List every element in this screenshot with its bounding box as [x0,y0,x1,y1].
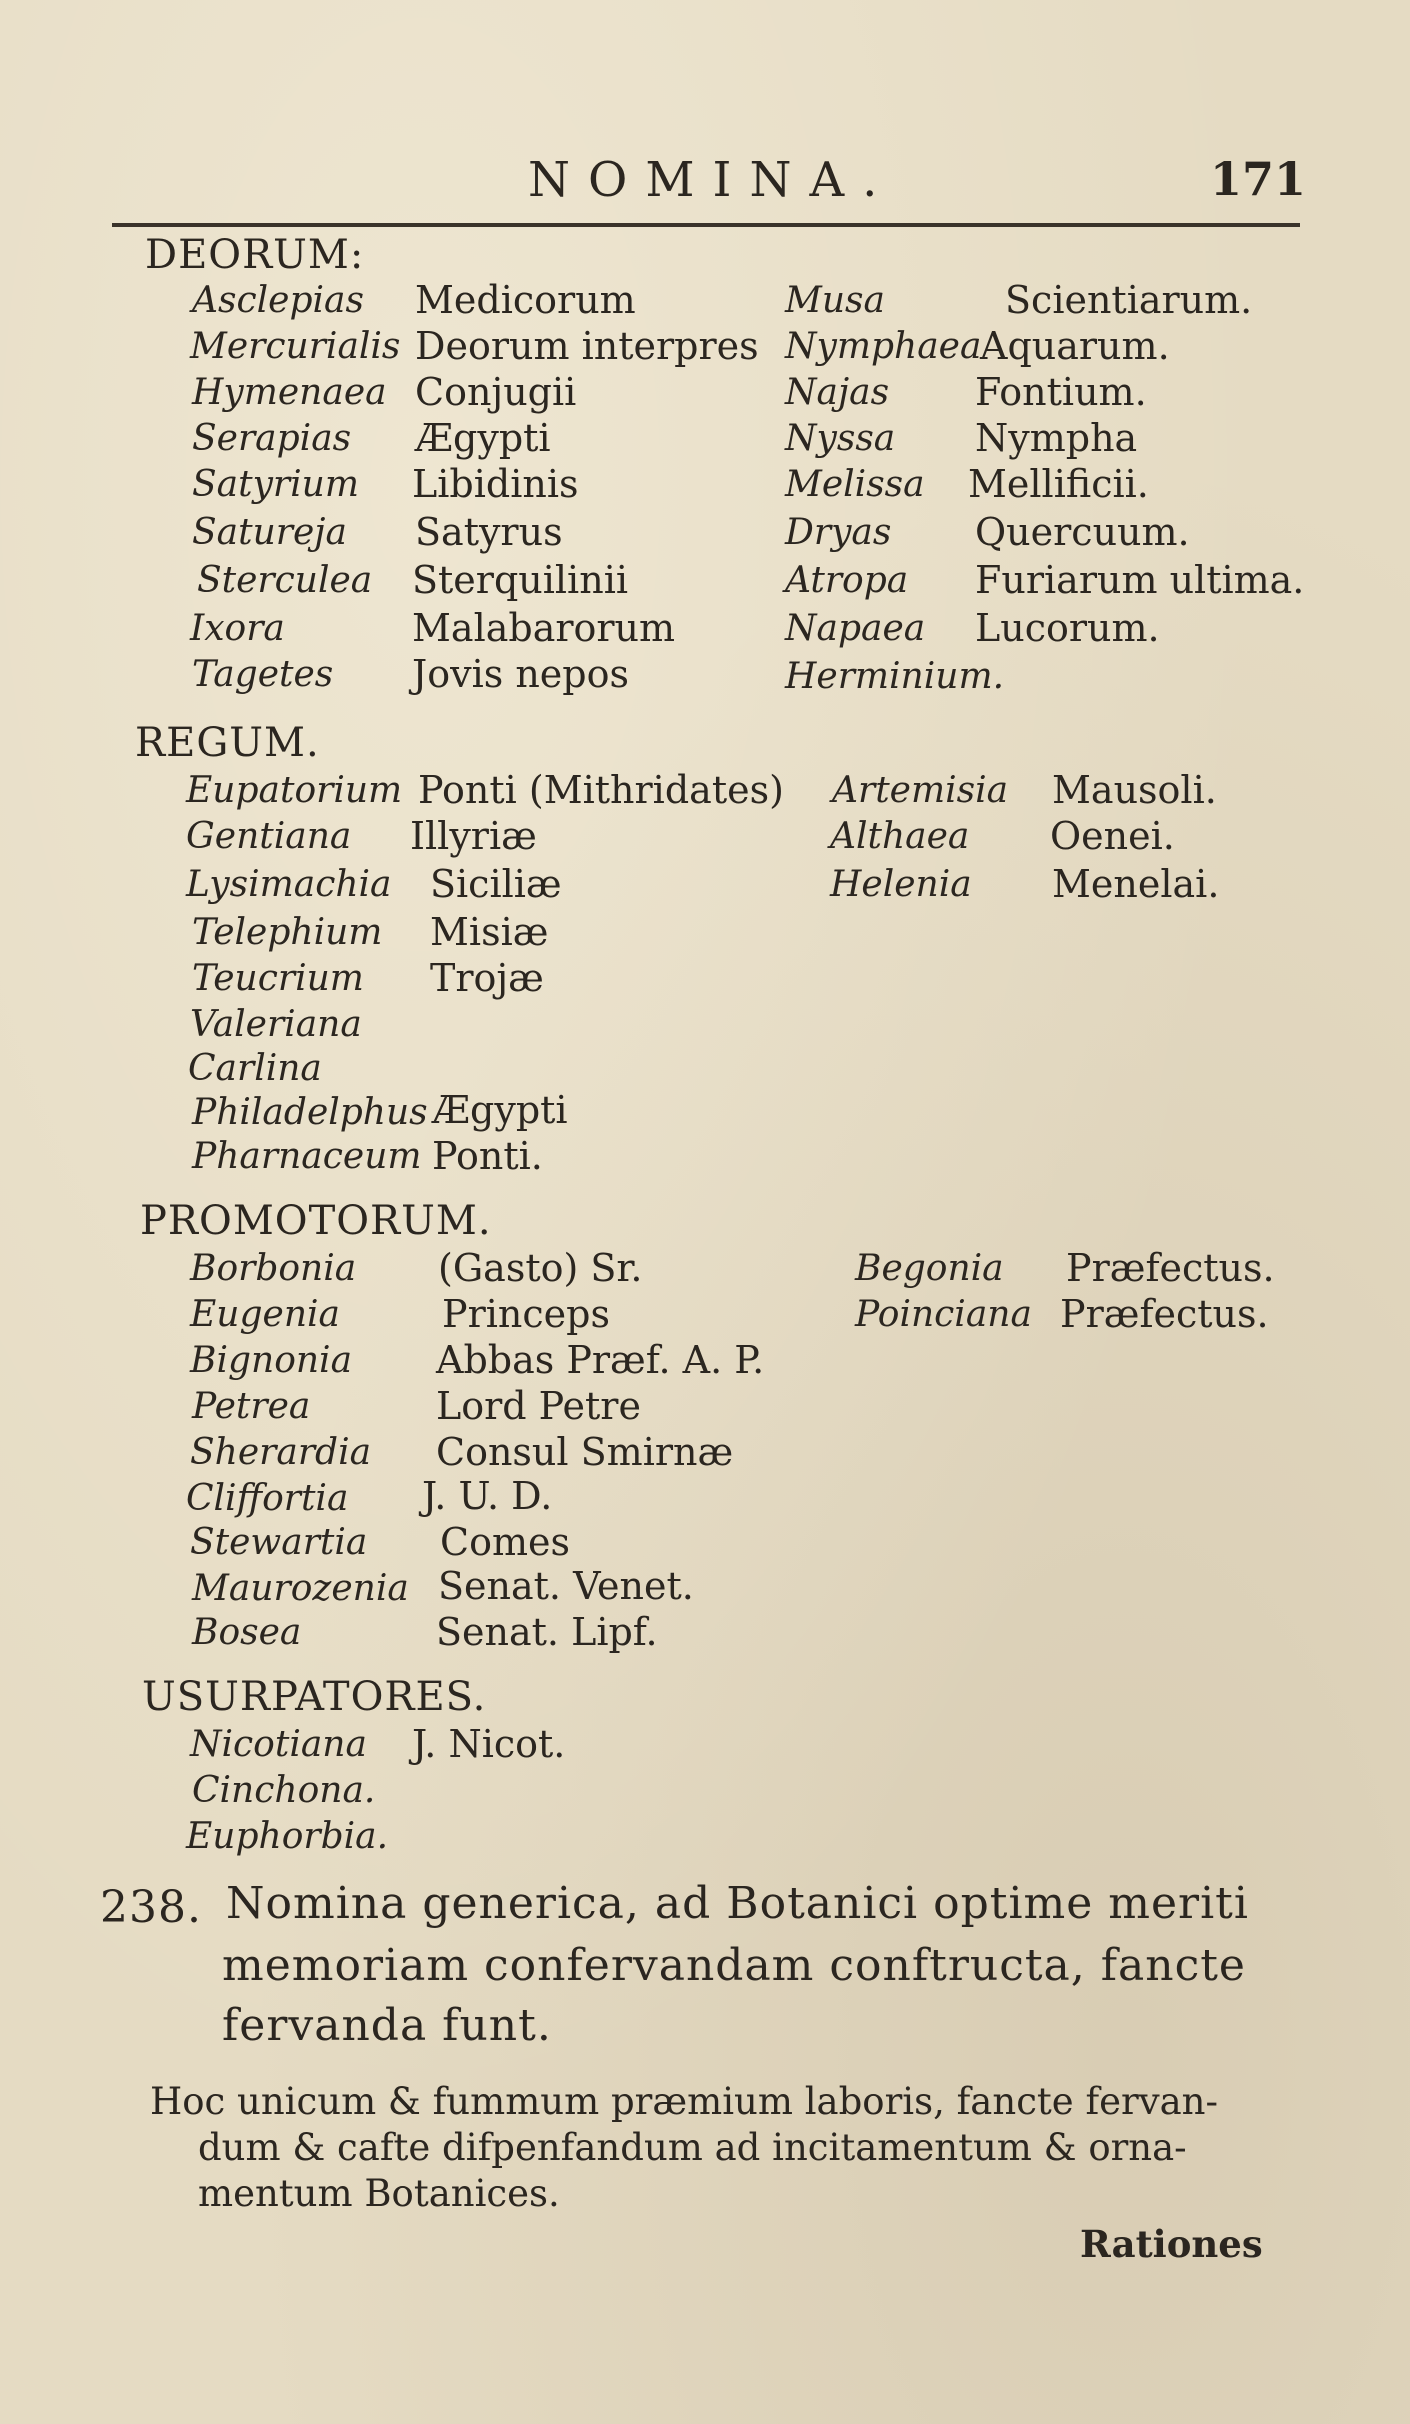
honor-text: Ægypti [415,416,551,460]
honor-text: Mausoli. [1052,768,1217,812]
paragraph-line: memoriam confervandam conftructa, fancte [222,1940,1246,1991]
honor-text: (Gasto) Sr. [438,1246,643,1290]
honor-text: Præfectus. [1060,1292,1269,1336]
honor-text: Princeps [442,1292,610,1336]
genus-name: Sterculea [197,560,373,601]
page-header-title: NOMINA. [528,152,896,208]
genus-name: Satureja [192,512,347,553]
paragraph-line: fervanda funt. [222,2000,552,2051]
honor-text: J. Nicot. [412,1722,566,1766]
honor-text: J. U. D. [422,1474,553,1518]
genus-name: Petrea [192,1386,311,1427]
genus-name: Valeriana [190,1004,362,1045]
section-heading-deorum: DEORUM: [145,232,365,278]
honor-text: Senat. Venet. [438,1564,694,1608]
genus-name: Herminium. [785,656,1005,697]
honor-text: Scientiarum. [1005,278,1253,322]
genus-name: Bignonia [190,1340,353,1381]
honor-text: Mellificii. [968,462,1149,506]
genus-name: Sherardia [190,1432,372,1473]
genus-name: Ixora [190,608,285,649]
honor-text: Siciliæ [430,862,562,906]
honor-text: Sterquilinii [412,558,628,602]
genus-name: Gentiana [186,816,352,857]
honor-text: Ponti. [432,1134,543,1178]
genus-name: Teucrium [192,958,364,999]
genus-name: Bosea [192,1612,302,1653]
genus-name: Eugenia [190,1294,340,1335]
genus-name: Eupatorium [186,770,403,811]
honor-text: Deorum interpres [415,324,759,368]
genus-name: Maurozenia [192,1568,409,1609]
honor-text: Medicorum [415,278,636,322]
honor-text: Senat. Lipf. [436,1610,658,1654]
genus-name: Nyssa [785,418,896,459]
page-number: 171 [1210,152,1307,206]
genus-name: Mercurialis [190,326,401,367]
genus-name: Dryas [785,512,892,553]
genus-name: Poinciana [855,1294,1032,1335]
genus-name: Begonia [855,1248,1004,1289]
paragraph-number: 238. [100,1882,202,1933]
genus-name: Helenia [830,864,972,905]
section-heading-promotorum: PROMOTORUM. [140,1198,492,1244]
genus-name: Borbonia [190,1248,357,1289]
genus-name: Hymenaea [192,372,387,413]
honor-text: Ægypti [432,1088,568,1132]
honor-text: Abbas Præf. A. P. [436,1338,765,1382]
genus-name: Carlina [188,1048,322,1089]
honor-text: Satyrus [415,510,563,554]
genus-name: Najas [785,372,890,413]
honor-text: Lucorum. [975,606,1160,650]
genus-name: Cinchona. [192,1770,376,1811]
honor-text: Jovis nepos [412,652,629,696]
honor-text: Illyriæ [410,814,537,858]
catchword: Rationes [1080,2222,1263,2266]
genus-name: Telephium [192,912,383,953]
honor-text: Furiarum ultima. [975,558,1305,602]
genus-name: Serapias [192,418,352,459]
honor-text: Præfectus. [1066,1246,1275,1290]
genus-name: Philadelphus [192,1092,428,1133]
honor-text: Consul Smirnæ [436,1430,734,1474]
genus-name: Pharnaceum [192,1136,422,1177]
genus-name: Musa [785,280,885,321]
header-rule [112,223,1300,227]
honor-text: Libidinis [412,462,579,506]
genus-name: Napaea [785,608,926,649]
note-line: dum & cafte difpenfandum ad incitamentum & orna- [198,2126,1187,2169]
genus-name: Lysimachia [186,864,392,905]
honor-text: Oenei. [1050,814,1175,858]
genus-name: Melissa [785,464,925,505]
genus-name: Asclepias [192,280,364,321]
genus-name: Artemisia [832,770,1009,811]
genus-name: Satyrium [192,464,359,505]
honor-text: Trojæ [430,956,544,1000]
honor-text: Malabarorum [412,606,676,650]
honor-text: Fontium. [975,370,1147,414]
genus-name: Cliffortia [186,1478,349,1519]
genus-name: Nymphaea [785,326,982,367]
section-heading-regum: REGUM. [135,720,320,766]
genus-name: Althaea [830,816,970,857]
honor-text: Menelai. [1052,862,1220,906]
honor-text: Quercuum. [975,510,1190,554]
honor-text: Conjugii [415,370,577,414]
genus-name: Tagetes [192,654,334,695]
genus-name: Euphorbia. [186,1816,389,1857]
honor-text: Misiæ [430,910,549,954]
honor-text: Aquarum. [980,324,1170,368]
genus-name: Stewartia [190,1522,368,1563]
note-line: Hoc unicum & fummum præmium laboris, fancte fervan- [150,2080,1219,2123]
paragraph-line: Nomina generica, ad Botanici optime meriti [226,1878,1249,1929]
genus-name: Nicotiana [190,1724,367,1765]
honor-text: Lord Petre [436,1384,641,1428]
genus-name: Atropa [785,560,909,601]
honor-text: Comes [440,1520,570,1564]
honor-text: Ponti (Mithridates) [418,768,784,812]
section-heading-usurpatores: USURPATORES. [142,1674,487,1720]
note-line: mentum Botanices. [198,2172,560,2215]
honor-text: Nympha [975,416,1138,460]
